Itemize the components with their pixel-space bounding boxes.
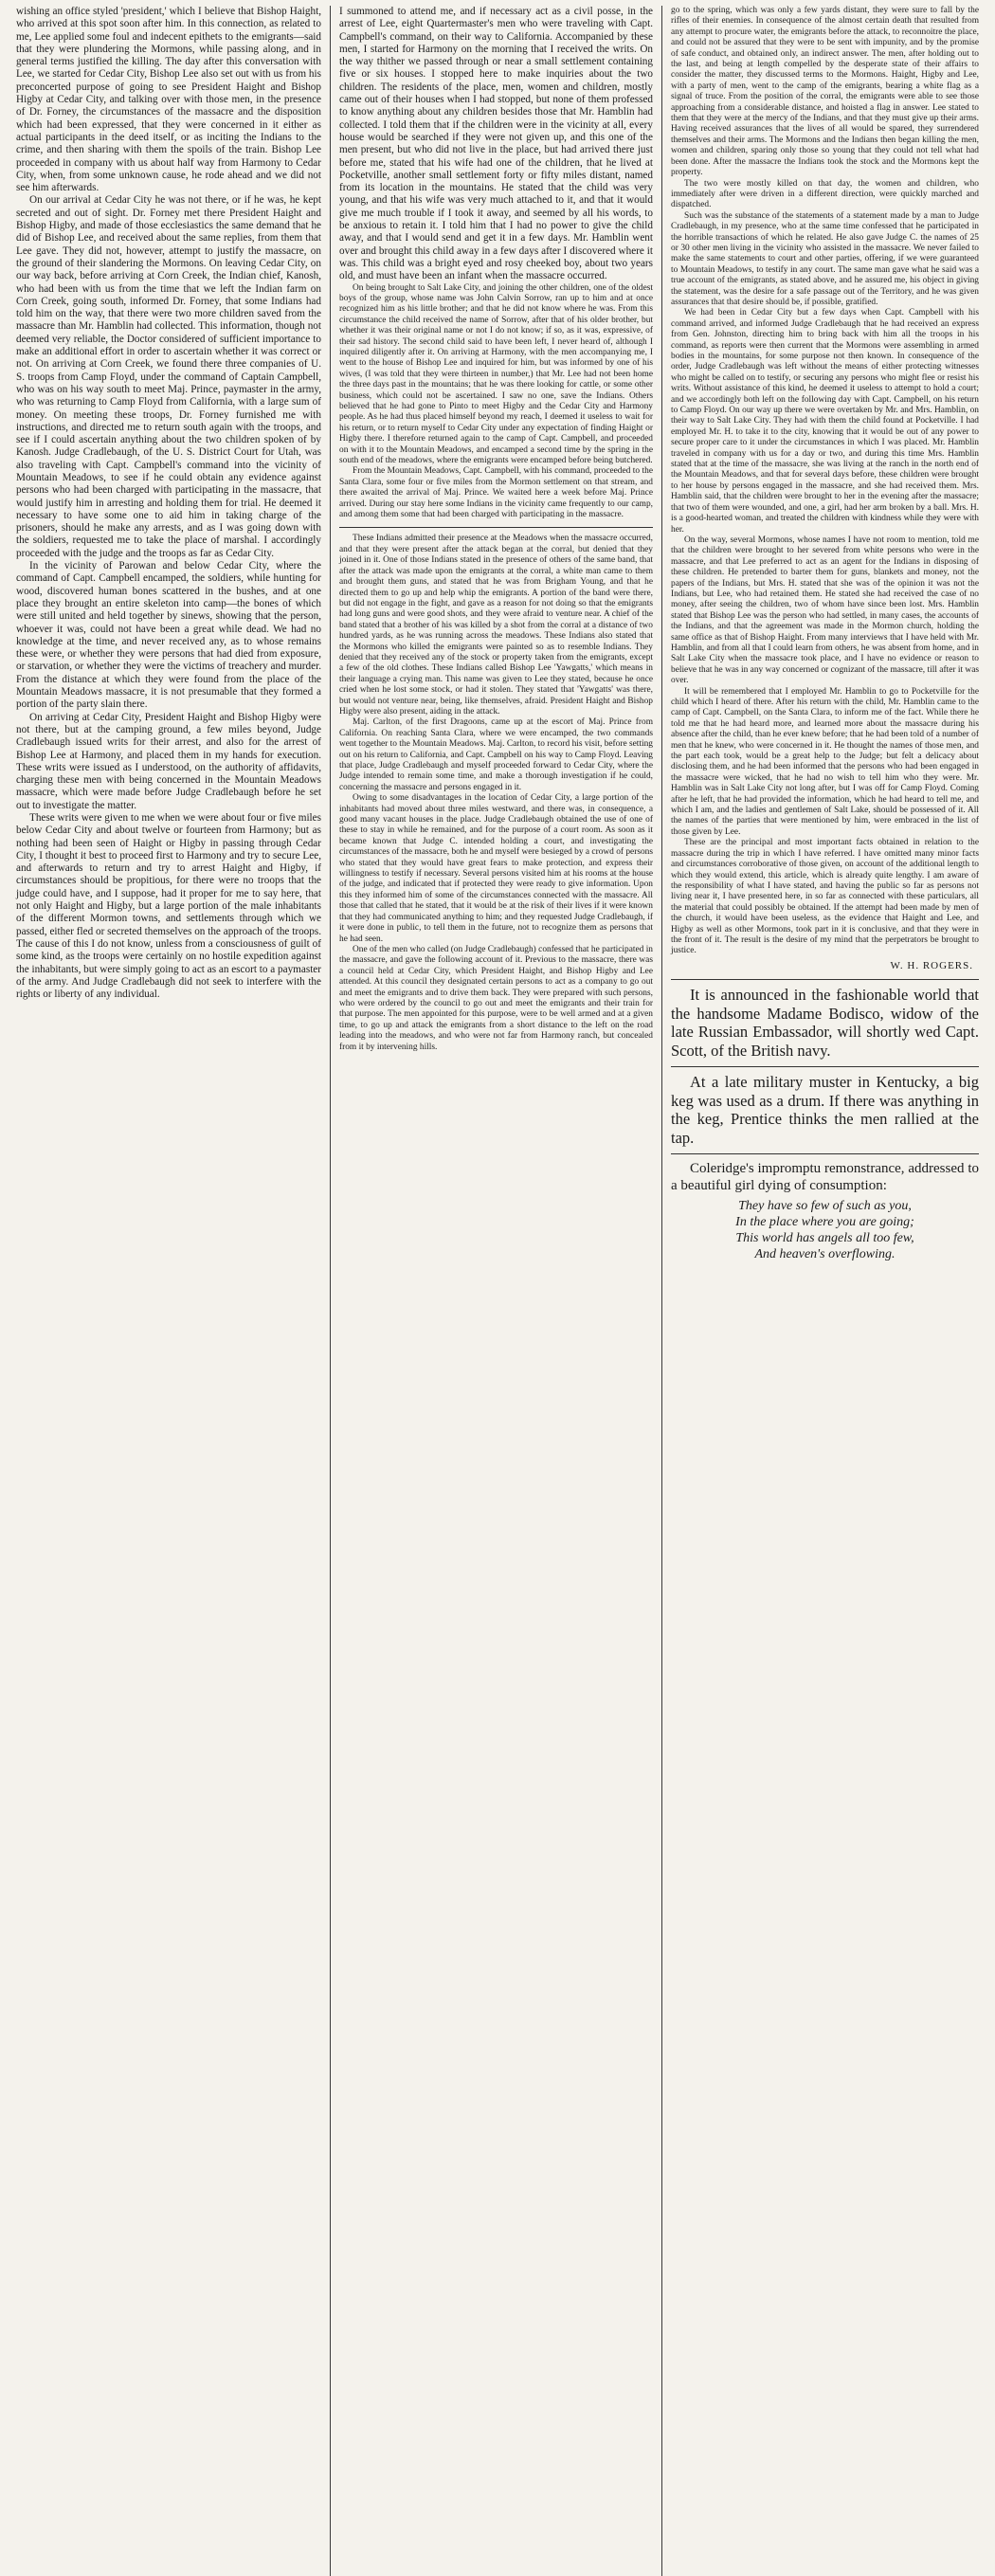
- article-paragraph: These Indians admitted their presence at the Meadows when the massacre occurred, and that they were present after the attack began at the corral, but denied that they joined in it. One of those Indians stated in the presence of others of the same band, that after the attack was made upon the emigrants at the corral, a white man came to them and brought them guns, and stated that he was from Brigham Young, and that he directed them to go up and help whip the emigrants. A portion of the band were there, but did not engage in the fight, and gave as a reason for not doing so that the emigrants had long guns and were good shots, and they were afraid to venture near. A chief of the band stated that a brother of his was killed by a shot from the corral at a distance of two hundred yards, as he was running across the meadows. These Indians also stated that the Mormons who killed the emigrants were painted so as to resemble Indians. They denied that they received any of the stock or property taken from the emigrants, except a few of the old clothes. These Indians called Bishop Lee 'Yawgatts,' which means in their language a crying man. This name was given to Lee they stated, because he once cried when he lost some stock, or had it stolen. They stated that 'Yawgatts' was there, but would not venture near, being, like themselves, afraid. President Haight and Bishop Higby were also present, aiding in the attack.: [339, 534, 653, 717]
- article-paragraph: go to the spring, which was only a few yards distant, they were sure to fall by the rifles of their enemies. In consequence of the almost certain death that resulted from any attempt to procure water, the emigrants before the attack, to reconnoitre the place, and could not be assured that they were to be sent with impunity, and by the promise of safe conduct, and obtained only, an indirect answer. The men, after holding out to the last, and being at length compelled by the desperate state of their affairs to consider the matter, they discussed terms to the Mormons. Haight, Higby and Lee, with a party of men, went to the camp of the emigrants, bearing a white flag as a signal of truce. From the position of the corral, the emigrants were able to see those approaching from a considerable distance, and hoisted a flag in answer. Lee stated to them that they were at the mercy of the Indians, and that they must give up their arms. Having received assurances that the lives of all would be spared, they surrendered themselves and their arms. The Mormons and the Indians then began killing the men, women and children, sparing only those so young that they could not tell what had been done. After the massacre the Indians took the stock and the Mormons kept the property.: [671, 6, 979, 178]
- article-signature: W. H. ROGERS.: [890, 959, 973, 971]
- article-paragraph: I summoned to attend me, and if necessary act as a civil posse, in the arrest of Lee, eight Quartermaster's men who were traveling with Capt. Campbell's command, on their way to California. Accompanied by these men, I started for Harmony on the morning that I received the writs. On the way thither we passed through or near a small settlement containing five or six houses. I stopped here to make inquiries about the two children. The residents of the place, men, women and children, mostly came out of their houses when I had stopped, but none of them professed to know anything about any children besides those that Mr. Hamblin had collected. I told them that if the children were in the vicinity at all, every house would be searched if they were not given up, and this one of the men present, but who did not live in the place, but had arrived there just before me, stated that his wife had one of the children, that he lived at Pocketville, another small settlement forty or fifty miles distant, named from its location in the mountains. He stated that the child was very young, and that his wife was very much attached to it, and that it would give me much trouble if I took it away, and seemed by all his words, to be anxious to retain it. I told him that I had no power to give the child away, and that I would send and get it in a few days. Mr. Hamblin went over and brought this child away in a few days after I discovered where it was. This child was a bright eyed and rosy cheeked boy, about two years old, and must have been an infant when the massacre occurred.: [339, 6, 653, 282]
- announcement-coleridge: Coleridge's impromptu remonstrance, addressed to a beautiful girl dying of consumption:: [671, 1161, 979, 1194]
- announcement-bodisco: It is announced in the fashionable world that the handsome Madame Bodisco, widow of the late Russian Embassador, will shortly wed Capt. Scott, of the British navy.: [671, 986, 979, 1060]
- article-paragraph: Owing to some disadvantages in the location of Cedar City, a large portion of the inhabitants had moved about three miles westward, and there was, in consequence, a good many vacant houses in the place. Judge Cradlebaugh obtained the use of one of these to stay in while he remained, and for the purpose of a court room. As soon as it became known that Judge C. intended holding a court, and investigating the circumstances of the massacre, both he and myself were besieged by a crowd of persons who stated that they would have great fears to make protection, and express their willingness to testify if necessary. Several persons visited him at his rooms at the house of the judge, and indicated that if protected they were ready to give information. Upon this they informed him of some of the circumstances connected with the massacre. All those that called that he stated, that it would be at the risk of their lives if it were known that they had communicated anything to him; and they requested Judge Cradlebaugh, if it were done in public, to tell them in the future, not to recognize them as persons that he had seen.: [339, 793, 653, 944]
- poem-line: This world has angels all too few,: [735, 1231, 914, 1246]
- article-paragraph: In the vicinity of Parowan and below Cedar City, where the command of Capt. Campbell encamped, the soldiers, while hunting for wood, discovered human bones scattered in the bushes, and at one place they brought an entire skeleton into camp—the bones of which were still united and held together by sinews, showing that the person, whoever it was, could not have been a great while dead. We had no knowledge at the time, and never received any, as to whose remains these were, or whether they were persons that had died from exposure, or starvation, or whether they were the victims of treachery and murder. From the distance at which they were found from the place of the Mountain Meadows massacre, it is not presumable that they formed a portion of the party slain there.: [16, 560, 321, 711]
- article-paragraph: Maj. Carlton, of the first Dragoons, came up at the escort of Maj. Prince from California. On reaching Santa Clara, where we were encamped, the two commands went together to the Mountain Meadows. Maj. Carlton, to record his visit, before setting out on his return to California, and Capt. Campbell on his way to Camp Floyd. Leaving that place, Judge Cradlebaugh and myself proceeded forward to Cedar City, where the Judge intended to remain some time, and make a thorough investigation if he could, concerning the massacre and persons engaged in it.: [339, 717, 653, 792]
- column-divider: [671, 1153, 979, 1154]
- column-1: [8, 6, 330, 2576]
- article-paragraph: The two were mostly killed on that day, the women and children, who immediately after were driven in a different direction, were quickly marched and dispatched.: [671, 178, 979, 210]
- article-paragraph: Such was the substance of the statements of a statement made by a man to Judge Cradlebaugh, in my presence, who at the same time confessed that he participated in the horrible transactions of which he related. He also gave Judge C. the names of 25 or 30 other men living in the vicinity who assisted in the massacre. We never failed to make the same statements to court and other parties, offering, if we were guaranteed to Mountain Meadows, to testify in any court. The same man gave what he said was a true account of the emigrants, as stated above, and he assured me, his object in giving the statement, was the desire for a safe passage out of the Territory, and he was given assurances that that desire should be, if possible, gratified.: [671, 210, 979, 307]
- article-paragraph: wishing an office styled 'president,' which I believe that Bishop Haight, who arrived at this spot soon after him. In this connection, as related to me, Lee applied some foul and indecent epithets to the emigrants—said that they were plundering the Mormons, while passing along, and in general terms justified the killing. The day after this conversation with Lee, we started for Cedar City, Bishop Lee also set out with us from his preconcerted purpose of going to see President Haight and Bishop Higby at Cedar City, and talking over with those men, in the presence of Dr. Forney, the circumstances of the massacre and the disposition which had been expressed, that they were concerned in it either as actual participants in the deed itself, or as inciting the Indians to the crime, and then sharing with them the spoils of the train. Bishop Lee proceeded in company with us about half way from Harmony to Cedar City, when, from some unknown cause, he rode ahead and we did not see him afterwards.: [16, 6, 321, 194]
- poem-line: In the place where you are going;: [735, 1215, 914, 1230]
- column-3: [661, 6, 987, 2576]
- poem: [671, 1198, 979, 1262]
- article-paragraph: We had been in Cedar City but a few days when Capt. Campbell with his command arrived, and informed Judge Cradlebaugh that he had received an express from Gen. Johnston, directing him to bring back with him all the troops in his command, as reports were then current that the Mormons were assembling in armed bodies in the mountains, for some purpose not then known. In consequence of the order, Judge Cradlebaugh was left without the means of either protecting witnesses who might be called on to testify, or securing any persons who might flee or resist his writs. Without assistance of this kind, he deemed it useless to attempt to hold a court; and we accordingly both left on the following day with Capt. Campbell, on his return to Camp Floyd. On our way up there we were overtaken by Mr. and Mrs. Hamblin, on their way to Salt Lake City. They had with them the child found at Pocketville. I had employed Mr. H. to take it to the city, knowing that it would be out of any power to secure proper care to it under the circumstances in which I was placed. Mr. Hamblin traveled in company with us for a day or two, and during this time Mrs. Hamblin stated that at the time of the massacre, she was living at the ranch in the north end of the Mountain Meadows, and that for several days before, these children were brought to her house by persons engaged in the massacre, and she had received them. Mrs. Hamblin said, that the children were brought to her in the evening after the massacre; that two of them were wounded, and one, a girl, had her arm broken by a ball. Mrs. H. is a good-hearted woman, and treated the children with kindness while they were with her.: [671, 308, 979, 535]
- announcements: [671, 986, 979, 1262]
- article-paragraph: These writs were given to me when we were about four or five miles below Cedar City and about twelve or fourteen from Harmony; but as nothing had been seen of Haight or Higby in passing through Cedar City, I thought it best to proceed first to Harmony and try to secure Lee, and afterwards to return and try to arrest Haight and Higby, if circumstances should be propitious, for there were no troops that the judge could have, and I suppose, had it proper for me to say here, that not only Haight and Higby, but a large portion of the male inhabitants of the different Mormon towns, and settlements through which we passed, either fled or secreted themselves on the approach of the troops. The cause of this I do not know, unless from a consciousness of guilt of some kind, as the troops were certainly on no hostile expedition against the inhabitants, but were simply going to act as an escort to a paymaster of the army. And Judge Cradlebaugh did not seek to interfere with the rights or liberty of any individual.: [16, 812, 321, 1001]
- column-divider: [339, 527, 653, 528]
- article-paragraph: These are the principal and most important facts obtained in relation to the massacre during the trip in which I have referred. I have omitted many minor facts and circumstances corroborative of those given, on account of the additional length to which they would extend, this article, which is already quite lengthy. I am aware of the responsibility of what I have stated, and having the public so far as persons not living near it, I have presented here, in so far as connected with these particulars, all the material that could possibly be obtained. If the attempt had been made by men of the church, it would have been useless, as the evidence that Haight and Lee, and Higby as well as other Mormons, took part in it is conclusive, and that they were in the front of it. The result is the desire of my mind that the perpetrators be brought to justice.: [671, 838, 979, 956]
- column-2: [330, 6, 661, 2576]
- article-paragraph: On the way, several Mormons, whose names I have not room to mention, told me that the children were brought to her severed from white persons who were in the massacre, and that Lee preferred to act as an agent for the Indians in disposing of these children. He pretended to barter them for guns, blankets and money, not the papers of the Indians, but Mrs. H. stated that she was of the opinion it was not the Indians, but Lee, who had retained them. He stated she had received the case of no money, after seeing the children, two of whom have since been lost. Mrs. Hamblin stated that Bishop Lee was the person who had settled, in many cases, the accounts of the Indians, and that the agreement was made in the Mormon church, holding the same office as that of Bishop Haight. From many interviews that I have held with Mr. Hamblin, and from all that I could learn from others, he was absent from home, and in Salt Lake City when the massacre took place, and I have no evidence or reason to believe that he was in any way concerned or cognizant of the massacre, till after it was over.: [671, 535, 979, 686]
- poem-line: And heaven's overflowing.: [754, 1247, 896, 1262]
- column-divider: [671, 979, 979, 980]
- article-paragraph: On our arrival at Cedar City he was not there, or if he was, he kept secreted and out of sight. Dr. Forney met there President Haight and Bishop Higby, and made of those ecclesiastics the same demand that he did of Bishop Lee, and received about the same replies, from them that Lee gave. They did not, however, attempt to justify the massacre, on the ground of their slandering the Mormons. On leaving Cedar City, on our way back, before arriving at Corn Creek, the Indian chief, Kanosh, who had been with us from the time that we left the Indian farm on Corn Creek, going south, informed Dr. Forney, that some Indians had told him on the way, that there were two more children saved from the massacre than Mr. Hamblin had collected. This information, though not deemed very reliable, the Doctor considered of sufficient importance to make an additional effort in order to ascertain whether it was correct or not. On arriving at Corn Creek, we found there three companies of U. S. troops from Camp Floyd, under the command of Captain Campbell, who was on his way south to meet Maj. Prince, paymaster in the army, who was returning to Camp Floyd from California, with a large sum of money. On meeting these troops, Dr. Forney furnished me with instructions, and directed me to return south again with the troops, and see if I could ascertain anything about the two children spoken of by Kanosh. Judge Cradlebaugh, of the U. S. District Court for Utah, was also traveling with Capt. Campbell's command into the vicinity of Mountain Meadows, to see if he could obtain any evidence against persons who had been charged with participating in the massacre, that would justify him in arresting and holding them for trial. He deemed it necessary to have some one to aid him in taking charge of the prisoners, should he make any arrests, and as I was going down with the soldiers, requested me to take the place of marshal. I accordingly proceeded with the judge and the troops as far as Cedar City.: [16, 194, 321, 559]
- article-paragraph: It will be remembered that I employed Mr. Hamblin to go to Pocketville for the child which I heard of there. After his return with the child, Mr. Hamblin came to the camp of Capt. Campbell, on the Santa Clara, to inform me of the fact. While there he told me that he had heard more, and learned more about the massacre during his absence after the child, than he ever knew before; that he had been told of a number of men that he knew, who were concerned in it. He thought the names of those men, and the part each took, would be a great help to the Judge; but felt a delicacy about disclosing them, and he had been informed that the persons who had been engaged in the massacre were wicked, that he had no wish to tell him who they were. Mr. Hamblin was in Salt Lake City not long after, but I was off for Camp Floyd. Coming after he left, that he had provided the information, which he had heard to tell me, and which I am, and the ladies and gentlemen of Salt Lake, should be possessed of it. All the names of the parties that were mentioned by him, were embraced in the list of those given by Lee.: [671, 686, 979, 837]
- footnote-paragraph: From the Mountain Meadows, Capt. Campbell, with his command, proceeded to the Santa Clara, some four or five miles from the Mormon settlement on that stream, and there awaited the arrival of Maj. Prince. We waited here a week before Maj. Prince arrived. During our stay here some Indians in the vicinity came frequently to our camp, and among them some that had been charged with participating in the massacre.: [339, 466, 653, 520]
- poem-line: They have so few of such as you,: [738, 1199, 912, 1214]
- announcement-kentucky: At a late military muster in Kentucky, a big keg was used as a drum. If there was anything in the keg, Prentice thinks the men rallied at the tap.: [671, 1073, 979, 1147]
- article-paragraph: One of the men who called (on Judge Cradlebaugh) confessed that he participated in the massacre, and gave the following account of it. Previous to the massacre, there was a council held at Cedar City, which President Haight, and Bishop Higby and Lee attended. At this council they designated certain persons to act as a company to go out and meet the emigrants and to drive them back. They were prepared with such persons, who were ordered by the council to go out and meet the emigrants and their train for that purpose. The men appointed for this purpose, were to be well armed and at a given time, to go up and attack the emigrants from a short distance to the left on the road leading into the meadows, and who were not far from Harmony ranch, but concealed from it by intervening hills.: [339, 944, 653, 1052]
- column-divider: [671, 1066, 979, 1067]
- article-paragraph: On arriving at Cedar City, President Haight and Bishop Higby were not there, but at the camping ground, a few miles beyond, Judge Cradlebaugh issued writs for their arrest, and also for the arrest of Bishop Lee at Harmony, and placed them in my hands for execution. These writs were issued as I understood, on the authority of affidavits, charging these men with being concerned in the Mountain Meadows massacre, which were made before Judge Cradlebaugh before he set out to investigate the matter.: [16, 711, 321, 811]
- footnote-paragraph: On being brought to Salt Lake City, and joining the other children, one of the oldest boys of the group, whose name was John Calvin Sorrow, ran up to him and at once recognized him as his little brother; and that he did not know where he was. From this circumstance the child received the name of Sorrow, after that of his older brother, but whether it was their original name or not I do not know; if so, as it was, expressive, of their sad history. The second child said to have been left, I never heard of, although I inquired diligently after it. On arriving at Harmony, with the men accompanying me, I went to the house of Bishop Lee and inquired for him, but was informed by one of his wives, (I was told that they were thirteen in number,) that Mr. Lee had not been home the three days past in the mountains; that he was there looking for cattle, or some other business, which could not be ascertained. I saw no one, save the Indians. Others believed that he had gone to Pinto to meet Higby and the Cedar City and Harmony people. As he had thus placed himself beyond my reach, I deemed it useless to wait for his return, or to return myself to Cedar City under any expectation of finding Haight or Higby there. I therefore returned again to the camp of Capt. Campbell, and proceeded on with it to the Mountain Meadows, and encamped a second time by the spring in the south end of the meadows, where the emigrants were encamped before being butchered.: [339, 282, 653, 466]
